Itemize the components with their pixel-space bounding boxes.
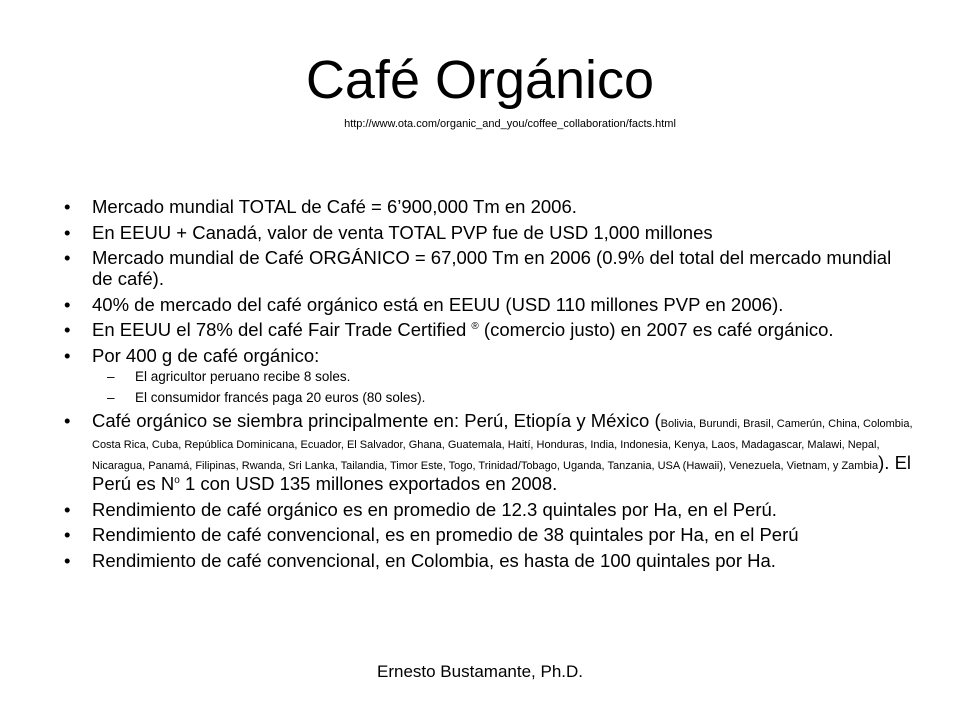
sub-bullet-farmer: – El agricultor peruano recibe 8 soles.	[92, 368, 916, 385]
sub-bullet-consumer: – El consumidor francés paga 20 euros (80 soles).	[92, 389, 916, 406]
numero-superscript: o	[174, 474, 180, 486]
bullet-item-price-400g	[64, 345, 916, 406]
sub-bullet-list	[92, 368, 916, 406]
bullet-item-organic-yield-peru: • Rendimiento de café orgánico es en promedio de 12.3 quintales por Ha, en el Perú.	[64, 499, 916, 520]
bullet-item-conventional-yield-peru: • Rendimiento de café convencional, es en promedio de 38 quintales por Ha, en el Perú	[64, 524, 916, 545]
source-url: http://www.ota.com/organic_and_you/coffee_collaboration/facts.html	[344, 118, 676, 130]
bullet-list	[64, 196, 916, 575]
bullet-item-world-market: • Mercado mundial TOTAL de Café = 6’900,000 Tm en 2006.	[64, 196, 916, 217]
bullet-item-usa-canada-sales: • En EEUU + Canadá, valor de venta TOTAL PVP fue de USD 1,000 millones	[64, 222, 916, 243]
registered-mark: ®	[471, 320, 479, 332]
bullet-item-producing-countries	[64, 410, 916, 494]
fair-trade-text-after: (comercio justo) en 2007 es café orgánico.	[478, 319, 834, 340]
producing-countries-end: 1 con USD 135 millones exportados en 2008.	[179, 473, 558, 494]
bullet-item-organic-world-market: • Mercado mundial de Café ORGÁNICO = 67,000 Tm en 2006 (0.9% del total del mercado mundial de café).	[64, 247, 916, 289]
producing-countries-main: Café orgánico se siembra principalmente en: Perú, Etiopía y México (	[92, 410, 661, 431]
country-list: Bolivia, Burundi, Brasil, Camerún, China, Colombia, Costa Rica, Cuba, República Dominicana, Ecuador, El Salvador, Ghana, Guatemala, Haití, Honduras, India, Indonesia, Kenya, Laos, Madagascar, Malawi, Nepal, Nicaragua, Panamá, Filipinas, Rwanda, Sri Lanka, Tailandia, Timor Este, Togo, Trinidad/Tobago, Uganda, Tanzania, USA (Hawaii), Venezuela, Vietnam, y Zambia	[92, 418, 913, 472]
slide-title: Café Orgánico	[305, 50, 655, 110]
bullet-item-usa-share: • 40% de mercado del café orgánico está en EEUU (USD 110 millones PVP en 2006).	[64, 294, 916, 315]
price-400g-text: Por 400 g de café orgánico:	[92, 344, 320, 366]
bullet-item-conventional-yield-colombia: • Rendimiento de café convencional, en Colombia, es hasta de 100 quintales por Ha.	[64, 550, 916, 571]
footer-author: Ernesto Bustamante, Ph.D.	[377, 662, 583, 681]
fair-trade-text-before: En EEUU el 78% del café Fair Trade Certified	[92, 319, 472, 340]
bullet-item-fair-trade	[64, 319, 916, 340]
producing-countries-close: ). El Perú es N	[92, 452, 912, 494]
